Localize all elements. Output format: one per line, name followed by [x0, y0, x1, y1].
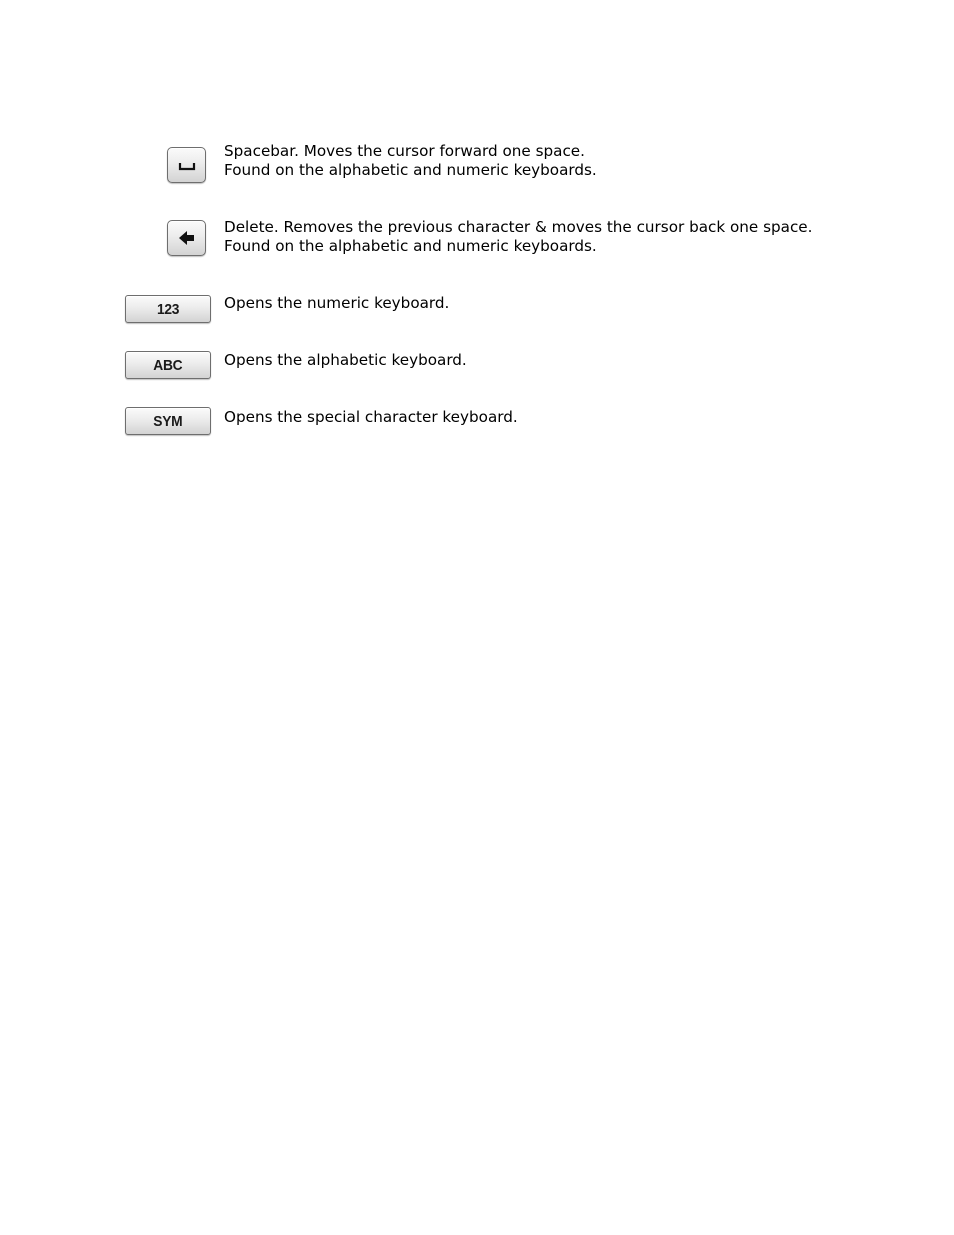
description-line: Delete. Removes the previous character & moves the cursor back one space. [224, 218, 813, 236]
key-label: ABC [153, 356, 183, 374]
symbol-description [224, 408, 518, 427]
delete-key [167, 220, 206, 256]
delete-description [224, 218, 812, 256]
alphabetic-key [125, 351, 211, 379]
description-line: Found on the alphabetic and numeric keyboards. [224, 237, 597, 255]
description-line: Spacebar. Moves the cursor forward one space. [224, 142, 585, 160]
alphabetic-description [224, 351, 467, 370]
spacebar-icon [177, 159, 197, 171]
key-label: SYM [153, 412, 183, 430]
key-label: 123 [156, 300, 180, 318]
description-line: Opens the numeric keyboard. [224, 294, 450, 312]
description-line: Opens the special character keyboard. [224, 408, 518, 426]
numeric-description [224, 294, 449, 313]
spacebar-description [224, 142, 597, 180]
description-line: Opens the alphabetic keyboard. [224, 351, 467, 369]
left-arrow-icon [178, 230, 196, 246]
description-line: Found on the alphabetic and numeric keyboards. [224, 161, 597, 179]
symbol-key [125, 407, 211, 435]
spacebar-key [167, 147, 206, 183]
numeric-key [125, 295, 211, 323]
